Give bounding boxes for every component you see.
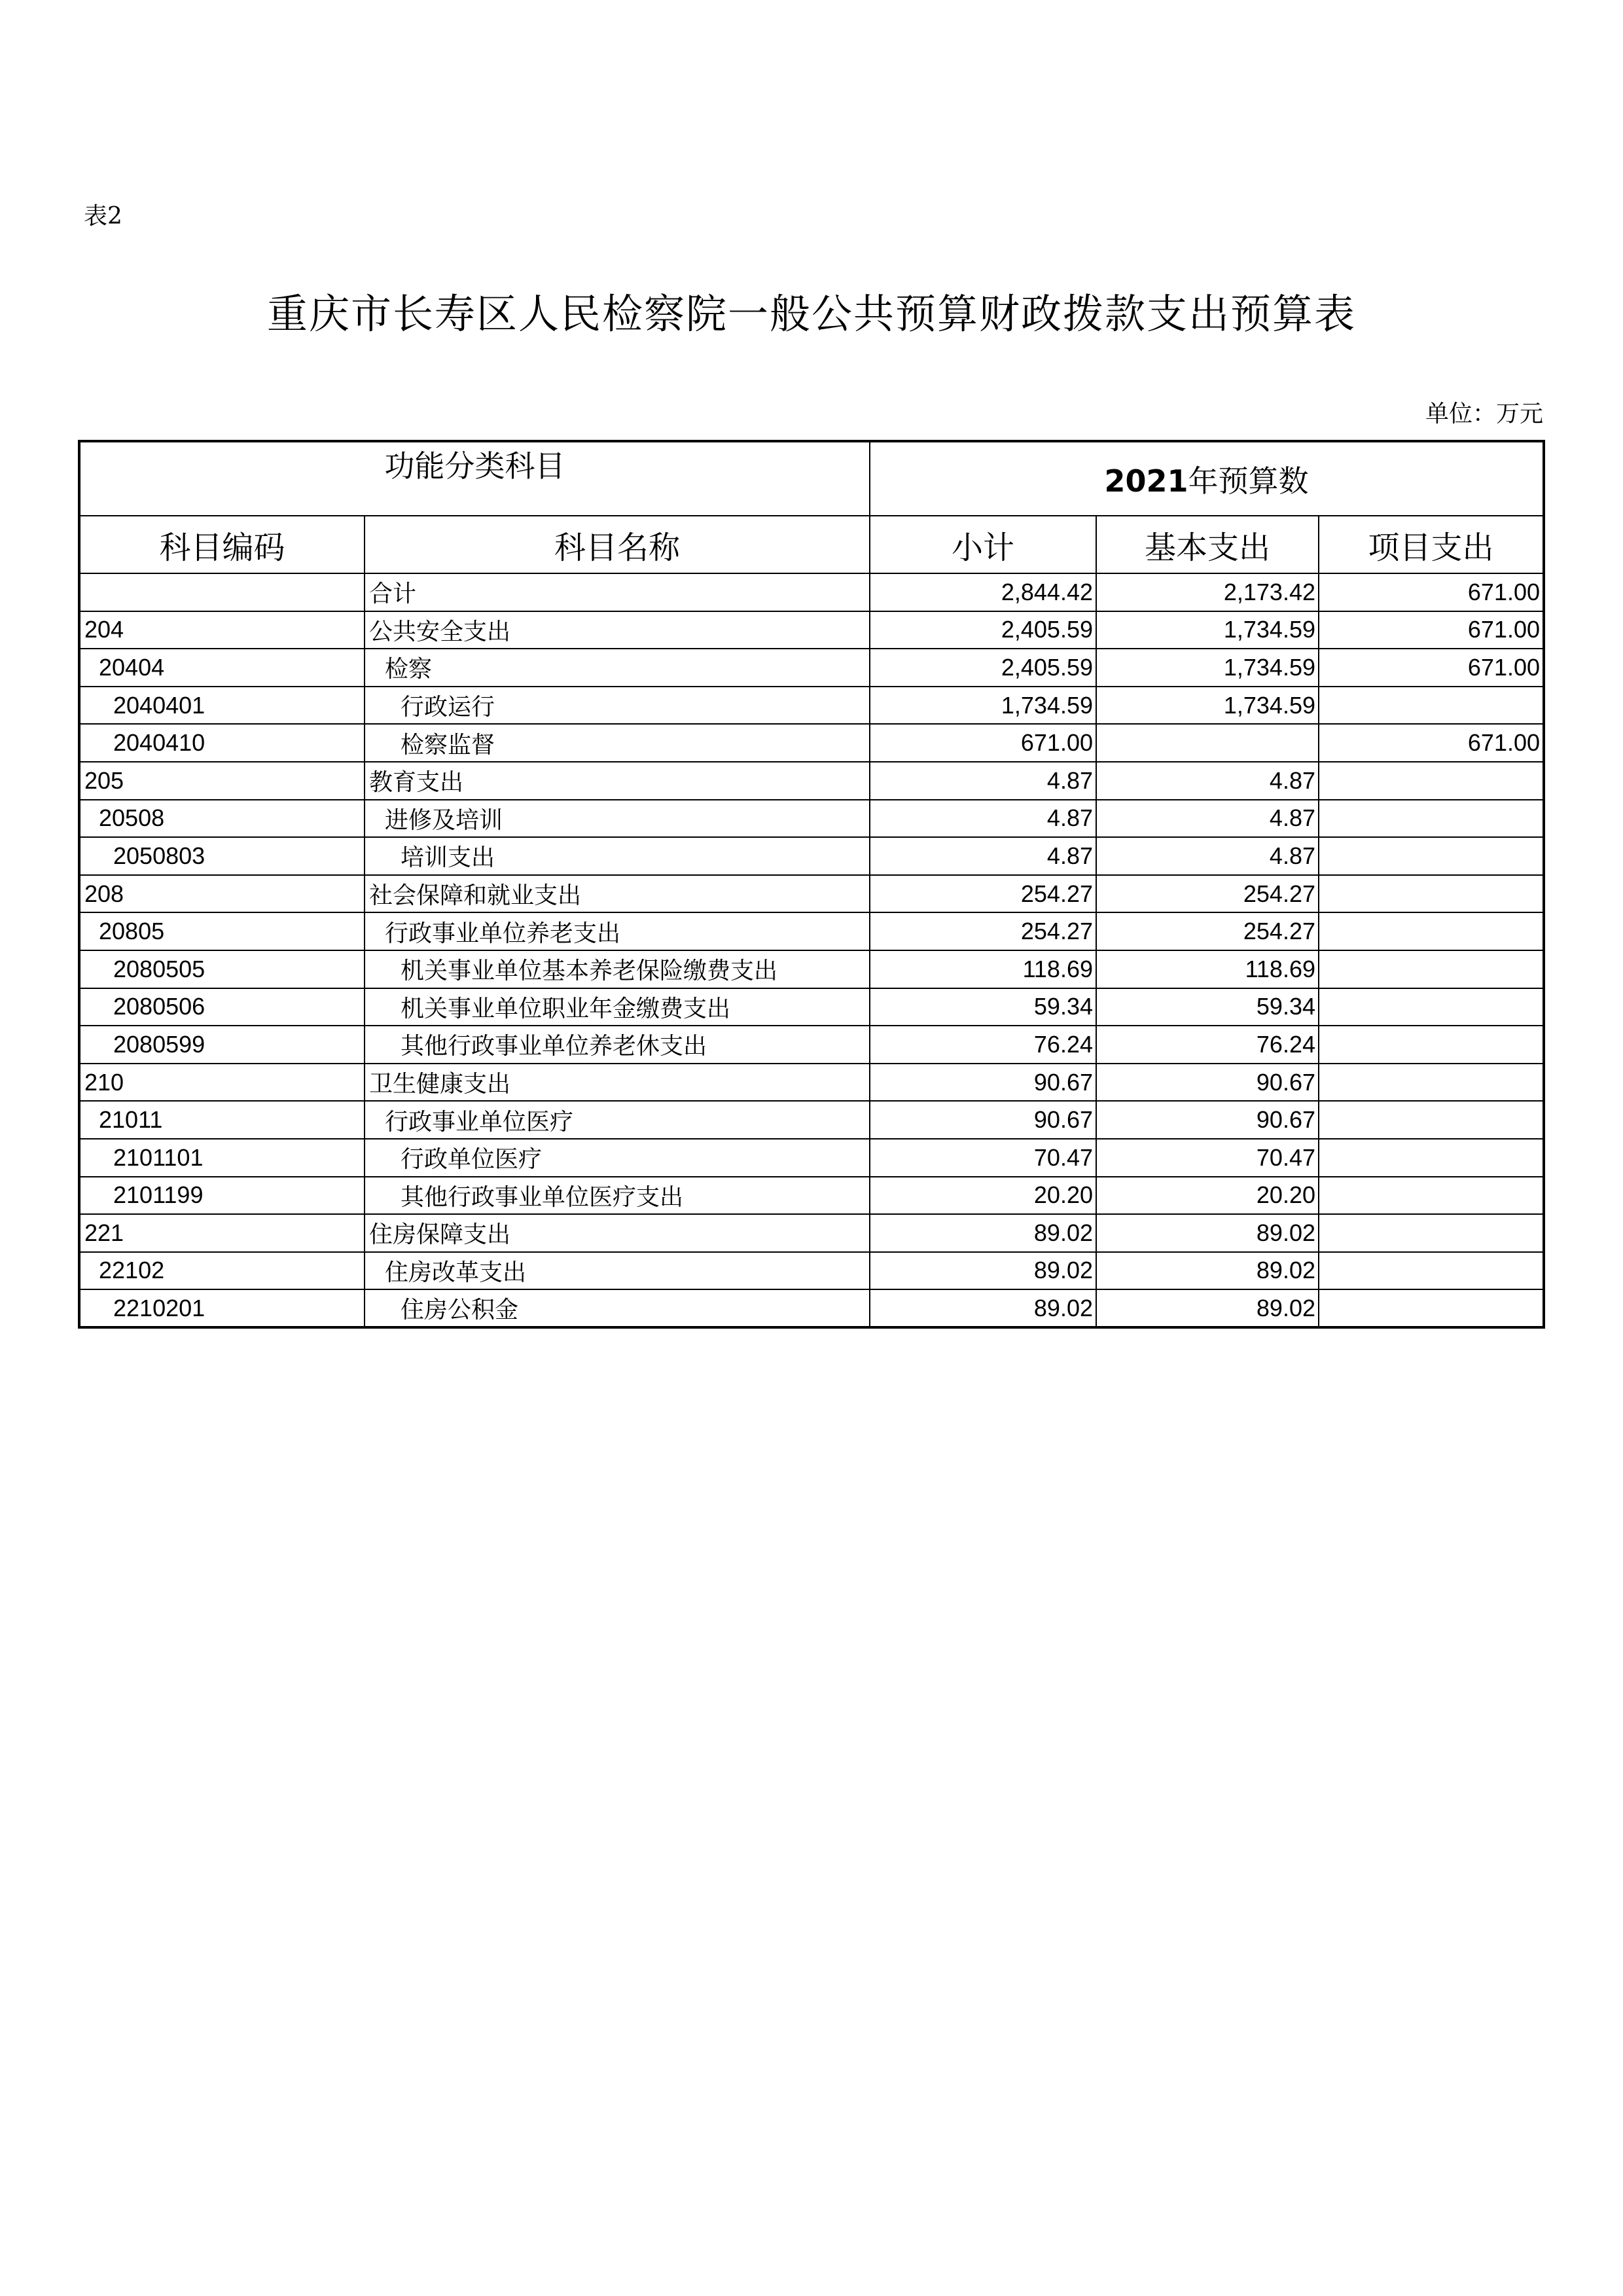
table-row bbox=[79, 1177, 1544, 1215]
row-subtotal: 671.00 bbox=[870, 724, 1096, 762]
row-code: 22102 bbox=[79, 1252, 365, 1290]
table-row bbox=[79, 912, 1544, 950]
table-row bbox=[79, 649, 1544, 687]
row-name: 培训支出 bbox=[365, 837, 870, 875]
table-row bbox=[79, 1289, 1544, 1327]
row-code: 2101101 bbox=[79, 1139, 365, 1177]
table-row bbox=[79, 950, 1544, 988]
row-subtotal: 20.20 bbox=[870, 1177, 1096, 1215]
table-row bbox=[79, 837, 1544, 875]
row-project bbox=[1319, 1139, 1544, 1177]
row-project bbox=[1319, 1101, 1544, 1139]
row-name: 住房保障支出 bbox=[365, 1214, 870, 1252]
row-basic: 89.02 bbox=[1096, 1214, 1319, 1252]
row-subtotal: 2,405.59 bbox=[870, 611, 1096, 649]
table-row bbox=[79, 611, 1544, 649]
row-project bbox=[1319, 800, 1544, 838]
row-basic: 1,734.59 bbox=[1096, 649, 1319, 687]
table-row bbox=[79, 724, 1544, 762]
row-subtotal: 118.69 bbox=[870, 950, 1096, 988]
row-name: 进修及培训 bbox=[365, 800, 870, 838]
row-code: 2080505 bbox=[79, 950, 365, 988]
row-subtotal: 254.27 bbox=[870, 875, 1096, 913]
row-code: 20805 bbox=[79, 912, 365, 950]
row-name: 行政运行 bbox=[365, 687, 870, 725]
row-name: 机关事业单位基本养老保险缴费支出 bbox=[365, 950, 870, 988]
row-project bbox=[1319, 837, 1544, 875]
row-subtotal: 90.67 bbox=[870, 1064, 1096, 1102]
table-row bbox=[79, 1101, 1544, 1139]
row-basic: 1,734.59 bbox=[1096, 611, 1319, 649]
table-row bbox=[79, 1214, 1544, 1252]
row-basic: 254.27 bbox=[1096, 912, 1319, 950]
row-project bbox=[1319, 762, 1544, 800]
unit-label: 单位：万元 bbox=[1425, 401, 1543, 427]
row-project bbox=[1319, 912, 1544, 950]
row-name: 机关事业单位职业年金缴费支出 bbox=[365, 988, 870, 1026]
row-code: 205 bbox=[79, 762, 365, 800]
row-project bbox=[1319, 950, 1544, 988]
row-code: 2210201 bbox=[79, 1289, 365, 1327]
row-subtotal: 89.02 bbox=[870, 1214, 1096, 1252]
row-subtotal: 59.34 bbox=[870, 988, 1096, 1026]
row-basic: 4.87 bbox=[1096, 800, 1319, 838]
row-subtotal: 90.67 bbox=[870, 1101, 1096, 1139]
row-basic: 4.87 bbox=[1096, 837, 1319, 875]
row-code: 2040410 bbox=[79, 724, 365, 762]
row-subtotal: 254.27 bbox=[870, 912, 1096, 950]
row-code: 2080506 bbox=[79, 988, 365, 1026]
col-header-basic: 基本支出 bbox=[1096, 516, 1319, 573]
table-row bbox=[79, 875, 1544, 913]
row-project bbox=[1319, 1064, 1544, 1102]
row-basic: 254.27 bbox=[1096, 875, 1319, 913]
header-function-category: 功能分类科目 bbox=[79, 441, 870, 516]
row-project: 671.00 bbox=[1319, 649, 1544, 687]
table-row bbox=[79, 1026, 1544, 1064]
row-basic: 90.67 bbox=[1096, 1101, 1319, 1139]
row-subtotal: 2,844.42 bbox=[870, 573, 1096, 611]
row-name: 其他行政事业单位医疗支出 bbox=[365, 1177, 870, 1215]
row-basic: 89.02 bbox=[1096, 1252, 1319, 1290]
table-row bbox=[79, 687, 1544, 725]
row-basic bbox=[1096, 724, 1319, 762]
row-subtotal: 89.02 bbox=[870, 1289, 1096, 1327]
row-name: 合计 bbox=[365, 573, 870, 611]
row-project bbox=[1319, 1252, 1544, 1290]
page-title: 重庆市长寿区人民检察院一般公共预算财政拨款支出预算表 bbox=[266, 290, 1356, 338]
row-name: 检察 bbox=[365, 649, 870, 687]
row-name: 教育支出 bbox=[365, 762, 870, 800]
row-basic: 2,173.42 bbox=[1096, 573, 1319, 611]
row-code: 2050803 bbox=[79, 837, 365, 875]
header-year-number: 2021 bbox=[1104, 463, 1188, 499]
row-name: 住房改革支出 bbox=[365, 1252, 870, 1290]
table-row bbox=[79, 1139, 1544, 1177]
table-label: 表2 bbox=[84, 203, 122, 230]
col-header-project: 项目支出 bbox=[1319, 516, 1544, 573]
table-row bbox=[79, 800, 1544, 838]
row-project: 671.00 bbox=[1319, 724, 1544, 762]
table-row bbox=[79, 988, 1544, 1026]
row-code: 2101199 bbox=[79, 1177, 365, 1215]
row-name: 社会保障和就业支出 bbox=[365, 875, 870, 913]
row-basic: 70.47 bbox=[1096, 1139, 1319, 1177]
row-name: 其他行政事业单位养老休支出 bbox=[365, 1026, 870, 1064]
table-row bbox=[79, 573, 1544, 611]
row-basic: 89.02 bbox=[1096, 1289, 1319, 1327]
row-subtotal: 1,734.59 bbox=[870, 687, 1096, 725]
row-code bbox=[79, 573, 365, 611]
row-project bbox=[1319, 687, 1544, 725]
row-project: 671.00 bbox=[1319, 611, 1544, 649]
budget-table bbox=[78, 440, 1545, 1329]
row-code: 204 bbox=[79, 611, 365, 649]
row-basic: 118.69 bbox=[1096, 950, 1319, 988]
row-subtotal: 2,405.59 bbox=[870, 649, 1096, 687]
header-columns-row bbox=[79, 516, 1544, 573]
row-subtotal: 4.87 bbox=[870, 762, 1096, 800]
row-project bbox=[1319, 875, 1544, 913]
row-code: 21011 bbox=[79, 1101, 365, 1139]
row-project bbox=[1319, 1026, 1544, 1064]
row-name: 公共安全支出 bbox=[365, 611, 870, 649]
row-project: 671.00 bbox=[1319, 573, 1544, 611]
row-name: 检察监督 bbox=[365, 724, 870, 762]
row-basic: 76.24 bbox=[1096, 1026, 1319, 1064]
row-project bbox=[1319, 988, 1544, 1026]
row-code: 221 bbox=[79, 1214, 365, 1252]
row-subtotal: 89.02 bbox=[870, 1252, 1096, 1290]
row-subtotal: 4.87 bbox=[870, 800, 1096, 838]
row-basic: 20.20 bbox=[1096, 1177, 1319, 1215]
col-header-code: 科目编码 bbox=[79, 516, 365, 573]
row-name: 行政单位医疗 bbox=[365, 1139, 870, 1177]
row-basic: 4.87 bbox=[1096, 762, 1319, 800]
row-basic: 59.34 bbox=[1096, 988, 1319, 1026]
header-group-row bbox=[79, 441, 1544, 516]
row-project bbox=[1319, 1177, 1544, 1215]
row-name: 行政事业单位医疗 bbox=[365, 1101, 870, 1139]
row-name: 行政事业单位养老支出 bbox=[365, 912, 870, 950]
col-header-name: 科目名称 bbox=[365, 516, 870, 573]
table-row bbox=[79, 1252, 1544, 1290]
row-name: 住房公积金 bbox=[365, 1289, 870, 1327]
row-basic: 90.67 bbox=[1096, 1064, 1319, 1102]
row-code: 208 bbox=[79, 875, 365, 913]
row-subtotal: 76.24 bbox=[870, 1026, 1096, 1064]
row-code: 2040401 bbox=[79, 687, 365, 725]
header-budget-year bbox=[870, 441, 1544, 516]
row-code: 20404 bbox=[79, 649, 365, 687]
row-code: 20508 bbox=[79, 800, 365, 838]
row-subtotal: 4.87 bbox=[870, 837, 1096, 875]
table-row bbox=[79, 762, 1544, 800]
col-header-subtotal: 小计 bbox=[870, 516, 1096, 573]
row-project bbox=[1319, 1289, 1544, 1327]
row-name: 卫生健康支出 bbox=[365, 1064, 870, 1102]
row-basic: 1,734.59 bbox=[1096, 687, 1319, 725]
table-row bbox=[79, 1064, 1544, 1102]
row-project bbox=[1319, 1214, 1544, 1252]
row-code: 210 bbox=[79, 1064, 365, 1102]
row-subtotal: 70.47 bbox=[870, 1139, 1096, 1177]
header-year-text: 年预算数 bbox=[1188, 463, 1309, 499]
row-code: 2080599 bbox=[79, 1026, 365, 1064]
